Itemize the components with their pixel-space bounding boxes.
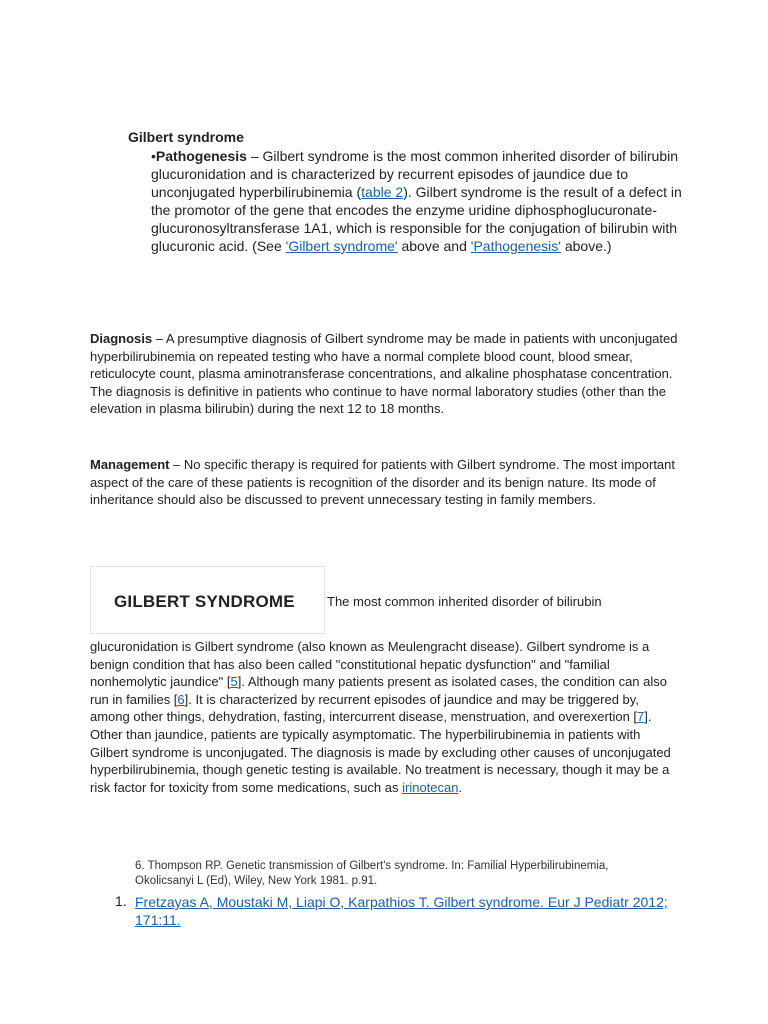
pathogenesis-link[interactable]: 'Pathogenesis' (470, 238, 561, 254)
reference-1-number: 1. (115, 893, 127, 909)
pathogenesis-label: Pathogenesis (155, 148, 247, 164)
section-title: Gilbert syndrome (128, 129, 244, 145)
gilbert-box-side-text: The most common inherited disorder of bilirubin (327, 594, 602, 609)
irinotecan-link[interactable]: irinotecan (402, 779, 459, 795)
reference-6: 6. Thompson RP. Genetic transmission of Gilbert's syndrome. In: Familial Hyperbilirubinemia, Okolicsanyi L (Ed), Wiley, New York 1981. p.91. (135, 860, 609, 887)
gilbert-box-title: GILBERT SYNDROME (114, 592, 295, 611)
diagnosis-label: Diagnosis (90, 331, 153, 346)
diagnosis-paragraph: Diagnosis – A presumptive diagnosis of Gilbert syndrome may be made in patients with unconjugated hyperbilirubinemia on repeated testing who have a normal complete blood count, blood smear, reticulocyte count, plasma aminotransferase concentrations, and alkaline phosphatase concentration. The diagnosis is definitive in patients who continue to have normal laboratory studies (other than the elevation in plasma bilirubin) during the next 12 to 18 months. (90, 331, 678, 417)
gilbert-syndrome-link[interactable]: 'Gilbert syndrome' (285, 238, 398, 254)
ref-7-link[interactable]: 7 (637, 709, 645, 725)
reference-1 (135, 893, 685, 929)
ref-5-link[interactable]: 5 (230, 674, 238, 690)
pathogenesis-paragraph: •Pathogenesis – Gilbert syndrome is the most common inherited disorder of bilirubin glucuronidation and is characterized by recurrent episodes of jaundice due to unconjugated hyperbilirubinemia (table 2). Gilbert syndrome is the result of a defect in the promotor of the gene that encodes the enzyme uridine diphosphoglucuronate-glucuronosyltransferase 1A1, which is responsible for the conjugation of bilirubin with glucuronic acid. (See 'Gilbert syndrome' above and 'Pathogenesis' above.) (151, 148, 682, 254)
management-label: Management (90, 457, 170, 472)
reference-1-link[interactable]: Fretzayas A, Moustaki M, Liapi O, Karpathios T. Gilbert syndrome. Eur J Pediatr 2012; 171:11. (135, 894, 668, 928)
management-paragraph: Management – No specific therapy is required for patients with Gilbert syndrome. The most important aspect of the care of these patients is recognition of the disorder and its benign nature. Its mode of inheritance should also be discussed to prevent unnecessary testing in family members. (90, 457, 676, 508)
table-2-link[interactable]: table 2 (361, 184, 404, 200)
bullet: • (151, 148, 156, 164)
ref-6-link[interactable]: 6 (177, 691, 185, 707)
gilbert-body-paragraph: glucuronidation is Gilbert syndrome (also known as Meulengracht disease). Gilbert syndrome is a benign condition that has also been called "constitutional hepatic dysfunction" and "familial nonhemolytic jaundice" [5]. Although many patients present as isolated cases, the condition can also run in families [6]. It is characterized by recurrent episodes of jaundice and may be triggered by, among other things, dehydration, fasting, intercurrent disease, menstruation, and overexertion [7]. Other than jaundice, patients are typically asymptomatic. The hyperbilirubinemia in patients with Gilbert syndrome is unconjugated. The diagnosis is made by excluding other causes of unconjugated hyperbilirubinemia, though genetic testing is available. No treatment is necessary, though it may be a risk factor for toxicity from some medications, such as irinotecan. (90, 639, 671, 795)
